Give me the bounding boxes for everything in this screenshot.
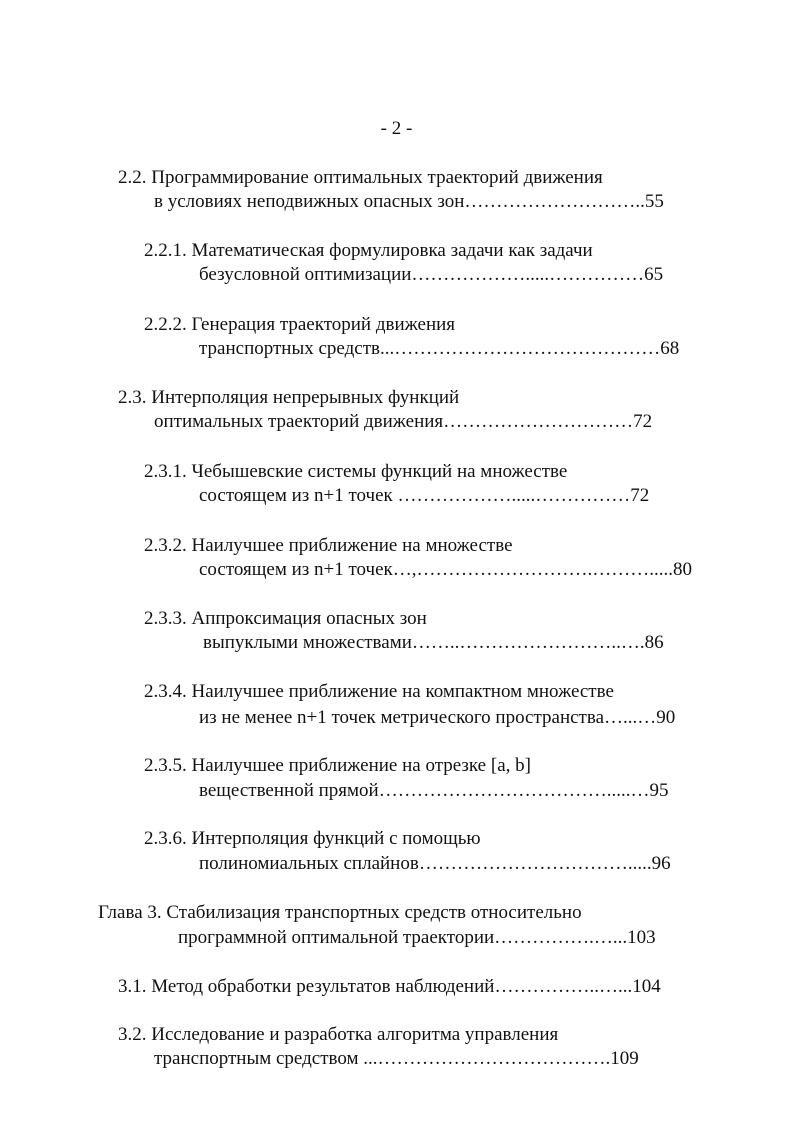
toc-entry-2-3-line-2: оптимальных траекторий движения…………………………72 xyxy=(154,411,653,432)
toc-entry-2-2-2-line-1: 2.2.2. Генерация траекторий движения xyxy=(144,314,456,335)
toc-entry-3-2-line-2: транспортным средством ...……………………………….109 xyxy=(154,1048,639,1069)
toc-entry-2-3-2-line-1: 2.3.2. Наилучшее приближение на множестве xyxy=(144,535,513,556)
toc-entry-2-3-4-line-2: из не менее n+1 точек метрического пространства…...…90 xyxy=(199,707,676,728)
toc-entry-2-2-2-line-2: транспортных средств...……………………………………68 xyxy=(199,338,680,359)
toc-entry-2-2-1-line-2: безусловной оптимизации……………….....……………65 xyxy=(199,264,664,285)
toc-entry-2-3-3-line-2: выпуклыми множествами……..……………………..….86 xyxy=(203,632,664,653)
toc-entry-chapter-3-line-1: Глава 3. Стабилизация транспортных средств относительно xyxy=(98,902,582,923)
page-number: - 2 - xyxy=(380,118,413,139)
toc-entry-2-3-4-line-1: 2.3.4. Наилучшее приближение на компактном множестве xyxy=(144,681,614,702)
toc-entry-2-3-2-line-2: состоящем из n+1 точек…,……………………….……….....80 xyxy=(199,559,693,580)
toc-entry-3-2-line-1: 3.2. Исследование и разработка алгоритма управления xyxy=(118,1024,559,1045)
toc-entry-2-3-1-line-2: состоящем из n+1 точек ……………….....……………72 xyxy=(199,485,650,506)
toc-entry-2-2-1-line-1: 2.2.1. Математическая формулировка задачи как задачи xyxy=(144,240,593,261)
toc-entry-3-1-line-1: 3.1. Метод обработки результатов наблюдений……………..…...104 xyxy=(118,976,661,997)
toc-entry-2-3-line-1: 2.3. Интерполяция непрерывных функций xyxy=(118,387,460,408)
toc-entry-2-3-1-line-1: 2.3.1. Чебышевские системы функций на множестве xyxy=(144,461,568,482)
toc-entry-2-2-line-2: в условиях неподвижных опасных зон………………………..55 xyxy=(154,191,664,212)
toc-entry-2-3-5-line-1: 2.3.5. Наилучшее приближение на отрезке [a, b] xyxy=(144,755,531,776)
toc-entry-2-3-3-line-1: 2.3.3. Аппроксимация опасных зон xyxy=(144,608,427,629)
toc-entry-2-2-line-1: 2.2. Программирование оптимальных траекторий движения xyxy=(118,167,603,188)
toc-entry-chapter-3-line-2: программной оптимальной траектории…………….…...103 xyxy=(178,927,656,948)
toc-entry-2-3-6-line-2: полиномиальных сплайнов…………………………….....96 xyxy=(199,853,671,874)
toc-entry-2-3-6-line-1: 2.3.6. Интерполяция функций с помощью xyxy=(144,828,481,849)
toc-entry-2-3-5-line-2: вещественной прямой……………………………….....…95 xyxy=(199,780,669,801)
